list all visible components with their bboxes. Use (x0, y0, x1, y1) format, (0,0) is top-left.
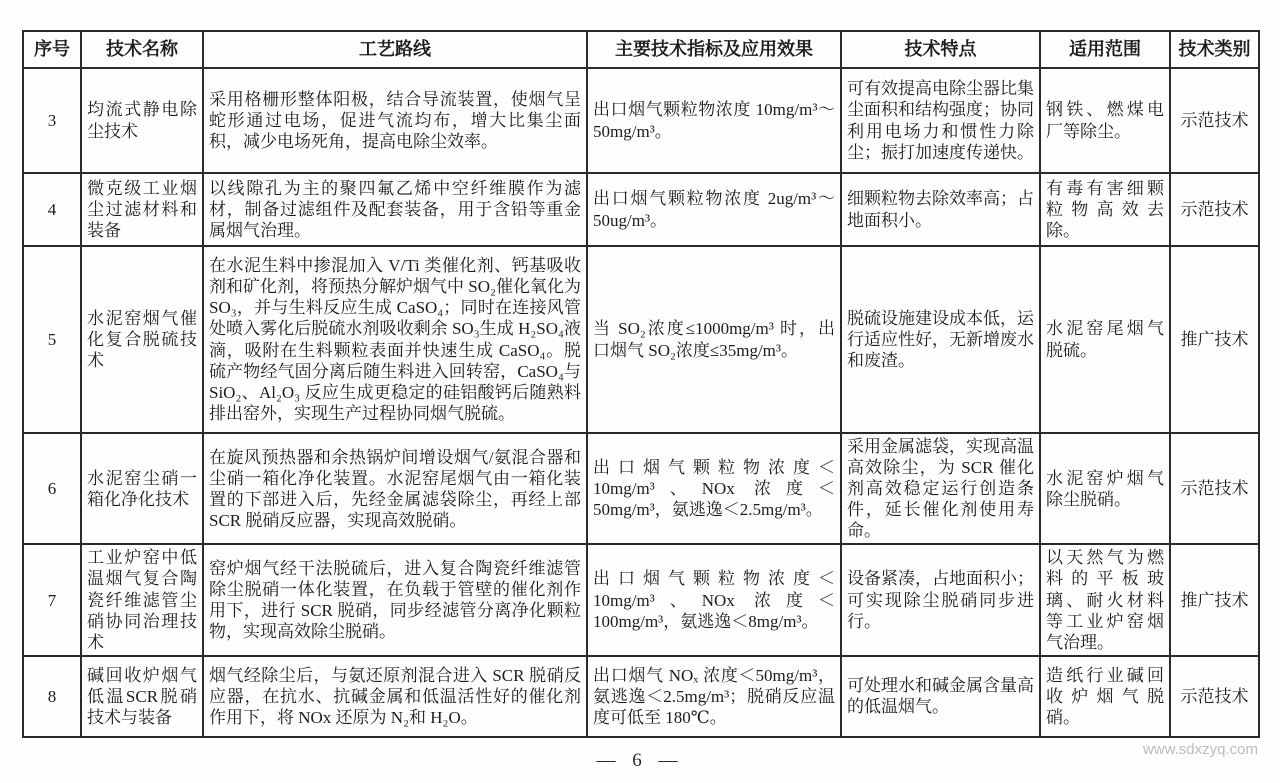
cell-category: 示范技术 (1170, 433, 1259, 544)
cell-serial-no: 4 (23, 173, 81, 246)
table-row (23, 246, 1259, 433)
col-header-category: 技术类别 (1170, 31, 1259, 68)
cell-features: 脱硫设施建设成本低，运行适应性好，无新增废水和废渣。 (841, 246, 1040, 433)
cell-scope: 钢铁、燃煤电厂等除尘。 (1040, 68, 1170, 173)
cell-tech-name: 工业炉窑中低温烟气复合陶瓷纤维滤管尘硝协同治理技术 (81, 544, 203, 655)
cell-serial-no: 5 (23, 246, 81, 433)
cell-tech-name: 碱回收炉烟气低温SCR脱硝技术与装备 (81, 656, 203, 737)
cell-features: 可有效提高电除尘器比集尘面积和结构强度；协同利用电场力和惯性力除尘；振打加速度传递快。 (841, 68, 1040, 173)
cell-category: 推广技术 (1170, 544, 1259, 655)
cell-scope: 水泥窑尾烟气脱硫。 (1040, 246, 1170, 433)
technology-table (22, 30, 1260, 738)
table-row (23, 544, 1259, 655)
cell-serial-no: 8 (23, 656, 81, 737)
cell-features: 采用金属滤袋，实现高温高效除尘，为 SCR 催化剂高效稳定运行创造条件，延长催化剂使用寿命。 (841, 433, 1040, 544)
cell-category: 示范技术 (1170, 173, 1259, 246)
cell-tech-name: 水泥窑烟气催化复合脱硫技术 (81, 246, 203, 433)
table-row (23, 656, 1259, 737)
cell-scope: 以天然气为燃料的平板玻璃、耐火材料等工业炉窑烟气治理。 (1040, 544, 1170, 655)
cell-tech-name: 均流式静电除尘技术 (81, 68, 203, 173)
cell-category: 示范技术 (1170, 656, 1259, 737)
col-header-features: 技术特点 (841, 31, 1040, 68)
cell-serial-no: 3 (23, 68, 81, 173)
cell-process-route: 窑炉烟气经干法脱硫后，进入复合陶瓷纤维滤管除尘脱硝一体化装置，在负载于管壁的催化剂作用下，进行 SCR 脱硝，同步经滤管分离净化颗粒物，实现高效除尘脱硝。 (203, 544, 587, 655)
page-number: — 6 — (596, 750, 684, 771)
col-header-process-route: 工艺路线 (203, 31, 587, 68)
cell-category: 示范技术 (1170, 68, 1259, 173)
cell-indicators: 出口烟气颗粒物浓度 10mg/m³～50mg/m³。 (587, 68, 841, 173)
table-row (23, 433, 1259, 544)
cell-features: 设备紧凑，占地面积小；可实现除尘脱硝同步进行。 (841, 544, 1040, 655)
cell-scope: 造纸行业碱回收炉烟气脱硝。 (1040, 656, 1170, 737)
watermark: www.sdxzyq.com (1142, 741, 1258, 758)
cell-process-route: 在旋风预热器和余热锅炉间增设烟气/氨混合器和尘硝一箱化净化装置。水泥窑尾烟气由一箱化装置的下部进入后，先经金属滤袋除尘，再经上部 SCR 脱硝反应器，实现高效脱硝。 (203, 433, 587, 544)
col-header-scope: 适用范围 (1040, 31, 1170, 68)
table-row (23, 173, 1259, 246)
table-row (23, 68, 1259, 173)
table-header-row (23, 31, 1259, 68)
cell-indicators: 出口烟气 NOₓ 浓度＜50mg/m³，氨逃逸＜2.5mg/m³；脱硝反应温度可低至 180℃。 (587, 656, 841, 737)
cell-process-route: 烟气经除尘后，与氨还原剂混合进入 SCR 脱硝反应器，在抗水、抗碱金属和低温活性好的催化剂作用下，将 NOx 还原为 N₂和 H₂O。 (203, 656, 587, 737)
cell-serial-no: 7 (23, 544, 81, 655)
cell-features: 细颗粒物去除效率高；占地面积小。 (841, 173, 1040, 246)
col-header-indicators: 主要技术指标及应用效果 (587, 31, 841, 68)
cell-features: 可处理水和碱金属含量高的低温烟气。 (841, 656, 1040, 737)
cell-scope: 水泥窑炉烟气除尘脱硝。 (1040, 433, 1170, 544)
col-header-tech-name: 技术名称 (81, 31, 203, 68)
cell-process-route: 在水泥生料中掺混加入 V/Ti 类催化剂、钙基吸收剂和矿化剂，将预热分解炉烟气中 SO₂催化氧化为SO₃，并与生料反应生成 CaSO₄；同时在连接风管处喷入雾化后脱硫水剂吸收剩余 SO₃生成 H₂SO₄液滴，吸附在生料颗粒表面并快速生成 CaSO₄。脱硫产物经气固分离后随生料进入回转窑，CaSO₄与 SiO₂、Al₂O₃ 反应生成更稳定的硅铝酸钙后随熟料排出窑外，实现生产过程协同烟气脱硫。 (203, 246, 587, 433)
cell-scope: 有毒有害细颗粒物高效去除。 (1040, 173, 1170, 246)
cell-serial-no: 6 (23, 433, 81, 544)
cell-indicators: 出口烟气颗粒物浓度＜10mg/m³、NOx 浓度＜100mg/m³，氨逃逸＜8mg/m³。 (587, 544, 841, 655)
col-header-serial-no: 序号 (23, 31, 81, 68)
cell-indicators: 当 SO₂浓度≤1000mg/m³ 时，出口烟气 SO₂浓度≤35mg/m³。 (587, 246, 841, 433)
cell-category: 推广技术 (1170, 246, 1259, 433)
cell-tech-name: 水泥窑尘硝一箱化净化技术 (81, 433, 203, 544)
cell-indicators: 出口烟气颗粒物浓度 2ug/m³～50ug/m³。 (587, 173, 841, 246)
cell-indicators: 出口烟气颗粒物浓度＜10mg/m³、NOx 浓度＜50mg/m³，氨逃逸＜2.5mg/m³。 (587, 433, 841, 544)
cell-process-route: 采用格栅形整体阳极，结合导流装置，使烟气呈蛇形通过电场，促进气流均布，增大比集尘面积，减少电场死角，提高电除尘效率。 (203, 68, 587, 173)
cell-process-route: 以线隙孔为主的聚四氟乙烯中空纤维膜作为滤材，制备过滤组件及配套装备，用于含铅等重金属烟气治理。 (203, 173, 587, 246)
cell-tech-name: 微克级工业烟尘过滤材料和装备 (81, 173, 203, 246)
